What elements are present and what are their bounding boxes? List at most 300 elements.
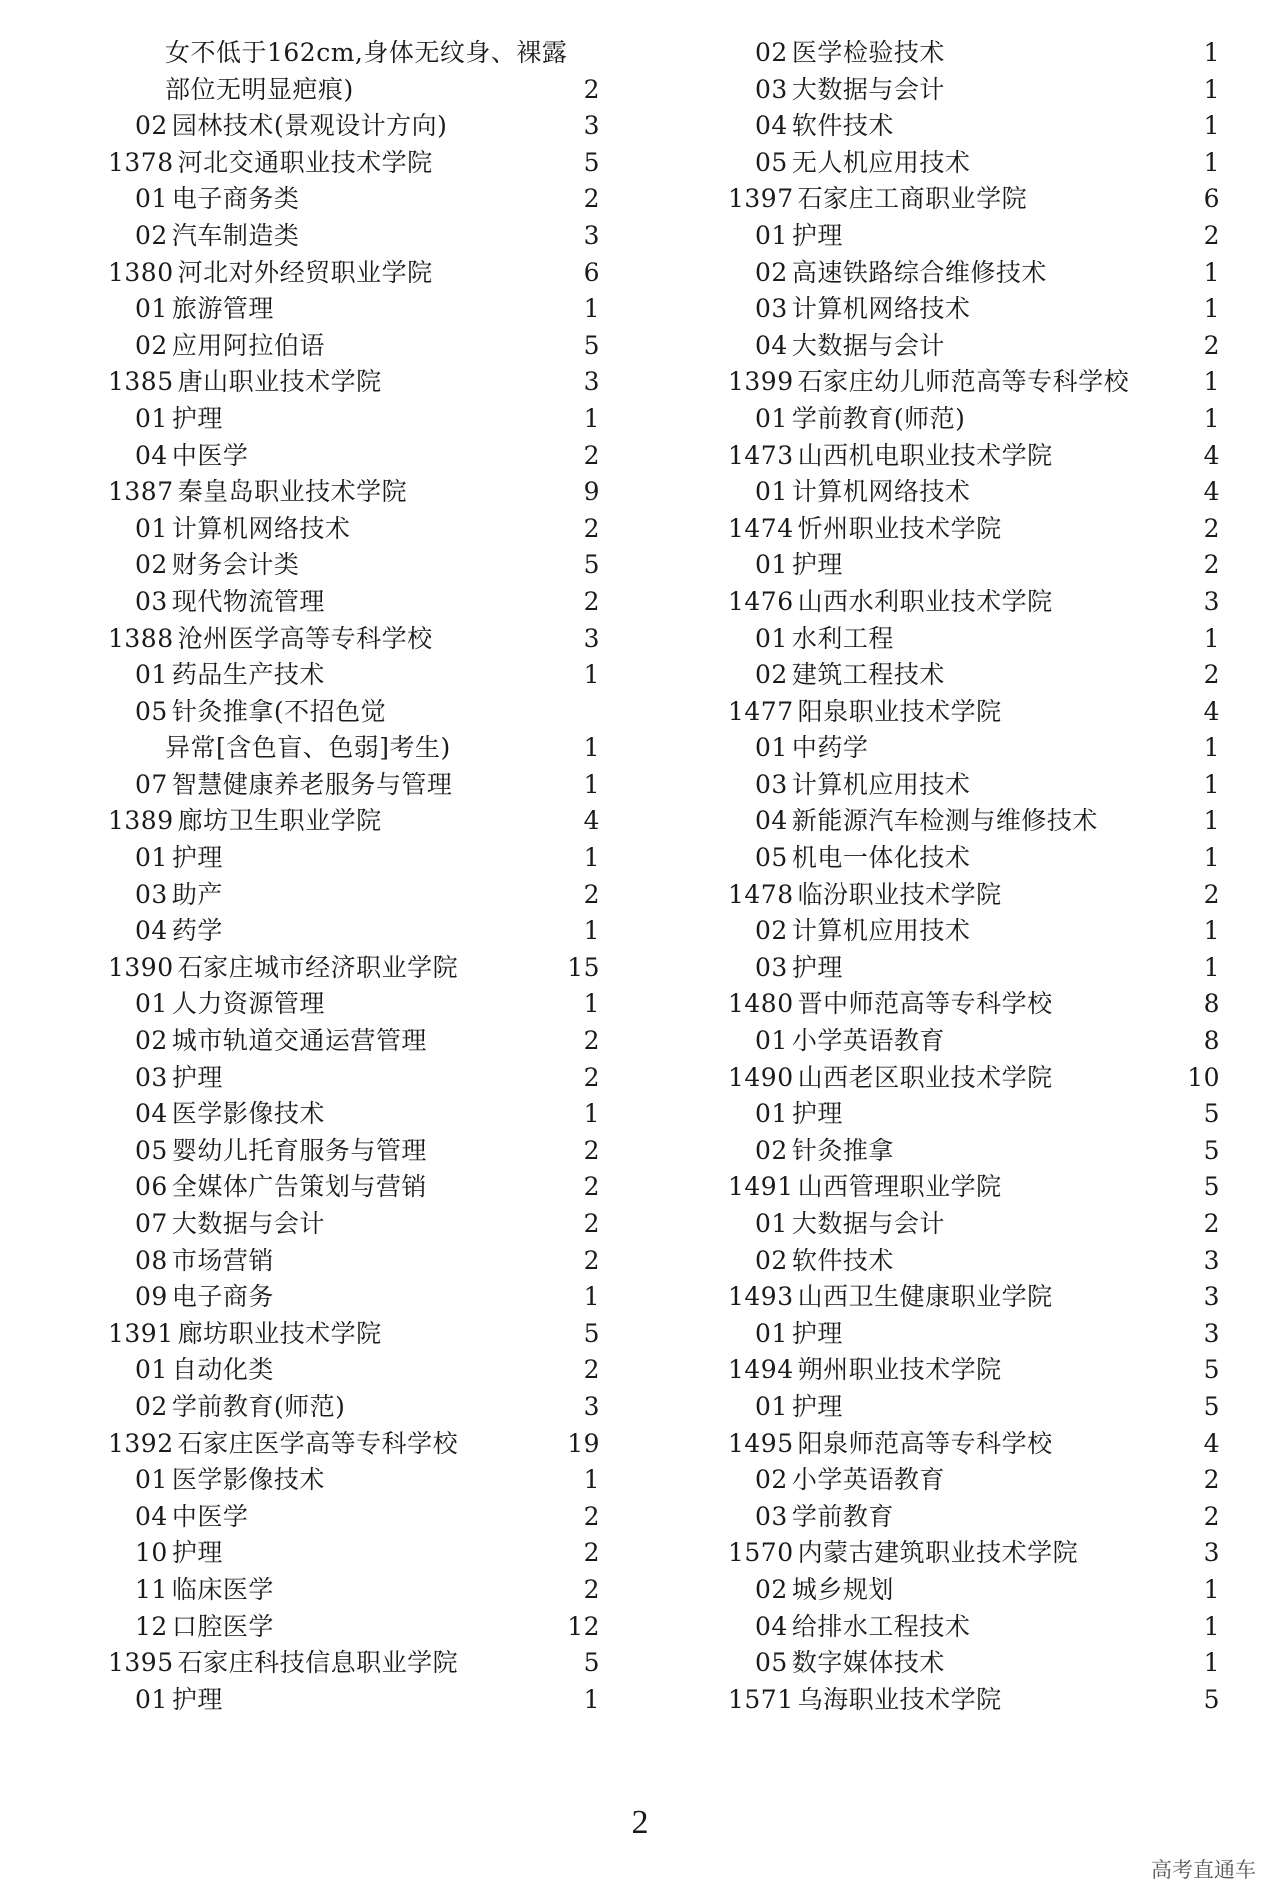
major-name: 智慧健康养老服务与管理: [171, 769, 453, 799]
college-row: [108, 950, 600, 987]
college-name: 朔州职业技术学院: [797, 1355, 1002, 1385]
major-name: 护理: [791, 550, 843, 580]
major-name: 电子商务类: [171, 184, 300, 214]
major-name: 助产: [171, 879, 223, 909]
plan-count: 3: [583, 111, 600, 141]
college-name: 河北对外经贸职业学院: [177, 257, 433, 287]
major-code: 02: [755, 1465, 788, 1495]
major-name: 女不低于162cm,身体无纹身、裸露: [165, 38, 568, 67]
major-name: 建筑工程技术: [791, 660, 945, 690]
college-row: [108, 474, 600, 511]
major-code: 01: [755, 1209, 788, 1238]
major-name: 计算机网络技术: [791, 477, 971, 507]
major-code: 01: [755, 733, 788, 763]
plan-count: 3: [1203, 1318, 1220, 1348]
college-code: 1380: [108, 257, 174, 287]
continuation-row: [108, 72, 600, 109]
major-row: [108, 218, 600, 255]
watermark: 高考直通车: [1151, 1858, 1256, 1882]
major-row: [728, 840, 1220, 877]
major-name: 护理: [791, 1391, 843, 1421]
major-row: [728, 474, 1220, 511]
major-row: [108, 694, 600, 731]
major-row: [728, 1316, 1220, 1353]
major-row: [728, 35, 1220, 72]
plan-count: 1: [1203, 916, 1220, 946]
major-code: 03: [755, 1501, 788, 1531]
major-name: 计算机应用技术: [791, 769, 971, 799]
plan-count: 2: [583, 74, 600, 104]
major-row: [728, 950, 1220, 987]
major-code: 01: [755, 1318, 788, 1348]
major-code: 01: [135, 1355, 168, 1385]
college-name: 内蒙古建筑职业技术学院: [797, 1538, 1079, 1568]
major-code: 02: [755, 38, 788, 67]
major-code: 02: [135, 330, 168, 360]
major-name: 学前教育(师范): [791, 403, 966, 433]
major-name: 学前教育(师范): [171, 1391, 346, 1421]
major-row: [728, 621, 1220, 658]
college-name: 河北交通职业技术学院: [177, 147, 433, 177]
college-row: [108, 803, 600, 840]
major-row: [728, 767, 1220, 804]
major-row: [728, 1645, 1220, 1682]
plan-count: 2: [583, 1245, 600, 1275]
college-row: [728, 986, 1220, 1023]
major-name: 园林技术(景观设计方向): [171, 111, 448, 141]
college-code: 1388: [108, 623, 174, 653]
college-name: 廊坊卫生职业学院: [177, 806, 382, 836]
plan-count: 8: [1203, 1026, 1220, 1056]
college-row: [728, 181, 1220, 218]
major-row: [728, 328, 1220, 365]
plan-count: 2: [583, 1538, 600, 1568]
plan-count: 8: [1203, 989, 1220, 1019]
college-row: [108, 1316, 600, 1353]
major-row: [108, 657, 600, 694]
plan-count: 2: [583, 440, 600, 470]
plan-count: 1: [583, 1282, 600, 1312]
major-row: [728, 255, 1220, 292]
major-name: 针灸推拿(不招色觉: [171, 696, 387, 726]
college-row: [728, 511, 1220, 548]
major-name: 护理: [171, 1538, 223, 1568]
major-row: [728, 730, 1220, 767]
major-row: [728, 1206, 1220, 1243]
college-name: 石家庄医学高等专科学校: [177, 1428, 459, 1458]
major-row: [728, 1462, 1220, 1499]
major-row: [728, 1499, 1220, 1536]
college-row: [728, 1279, 1220, 1316]
plan-count: 6: [583, 257, 600, 287]
college-code: 1491: [728, 1172, 794, 1202]
major-name: 数字媒体技术: [791, 1648, 945, 1678]
major-name: 中医学: [171, 1501, 249, 1531]
plan-count: 1: [1203, 1611, 1220, 1641]
college-row: [108, 1426, 600, 1463]
major-name: 机电一体化技术: [791, 843, 971, 873]
major-code: 02: [135, 550, 168, 580]
major-row: [728, 218, 1220, 255]
major-code: 01: [755, 550, 788, 580]
major-row: [728, 108, 1220, 145]
major-name: 大数据与会计: [791, 1209, 945, 1238]
major-code: 03: [755, 294, 788, 324]
major-row: [108, 1279, 600, 1316]
college-code: 1478: [728, 879, 794, 909]
major-row: [108, 877, 600, 914]
college-name: 石家庄城市经济职业学院: [177, 952, 459, 982]
college-row: [108, 145, 600, 182]
plan-count: 1: [1203, 257, 1220, 287]
major-row: [108, 1023, 600, 1060]
plan-count: 5: [583, 147, 600, 177]
major-code: 04: [755, 330, 788, 360]
college-name: 山西卫生健康职业学院: [797, 1282, 1053, 1312]
plan-count: 1: [583, 1099, 600, 1129]
plan-count: 1: [583, 294, 600, 324]
college-row: [728, 438, 1220, 475]
major-row: [108, 767, 600, 804]
major-code: 06: [135, 1172, 168, 1202]
major-code: 05: [755, 1648, 788, 1678]
plan-count: 2: [1203, 550, 1220, 580]
college-name: 临汾职业技术学院: [797, 879, 1002, 909]
major-code: 04: [135, 1501, 168, 1531]
college-row: [728, 877, 1220, 914]
college-row: [728, 1169, 1220, 1206]
plan-count: 4: [1203, 1428, 1220, 1458]
plan-count: 2: [1203, 1465, 1220, 1495]
major-name: 大数据与会计: [791, 330, 945, 360]
college-code: 1395: [108, 1648, 174, 1678]
major-code: 01: [755, 1026, 788, 1056]
major-code: 05: [755, 147, 788, 177]
plan-count: 1: [583, 843, 600, 873]
college-row: [108, 255, 600, 292]
major-name: 护理: [791, 1318, 843, 1348]
major-row: [108, 840, 600, 877]
page-number: 2: [631, 1804, 649, 1841]
major-name: 口腔医学: [171, 1611, 274, 1641]
plan-count: 3: [1203, 1538, 1220, 1568]
major-row: [728, 1096, 1220, 1133]
major-code: 02: [135, 220, 168, 250]
plan-count: 2: [583, 586, 600, 616]
college-name: 秦皇岛职业技术学院: [177, 477, 408, 507]
major-code: 05: [755, 843, 788, 873]
major-name: 婴幼儿托育服务与管理: [171, 1135, 427, 1165]
major-name: 护理: [791, 1099, 843, 1129]
plan-count: 2: [1203, 220, 1220, 250]
major-code: 03: [755, 952, 788, 982]
plan-count: 1: [583, 916, 600, 946]
plan-count: 5: [1203, 1172, 1220, 1202]
plan-count: 2: [583, 513, 600, 543]
plan-count: 1: [583, 660, 600, 690]
plan-count: 2: [583, 1574, 600, 1604]
major-code: 04: [755, 806, 788, 836]
college-code: 1390: [108, 952, 174, 982]
plan-count: 4: [1203, 696, 1220, 726]
major-row: [728, 72, 1220, 109]
major-name: 电子商务: [171, 1282, 274, 1312]
major-code: 02: [755, 1574, 788, 1604]
major-name: 小学英语教育: [791, 1026, 945, 1056]
college-code: 1392: [108, 1428, 174, 1458]
major-name: 计算机网络技术: [791, 294, 971, 324]
plan-count: 5: [1203, 1355, 1220, 1385]
plan-count: 2: [1203, 330, 1220, 360]
major-code: 03: [135, 1062, 168, 1092]
college-code: 1397: [728, 184, 794, 214]
major-code: 01: [755, 477, 788, 507]
major-code: 01: [135, 1684, 168, 1714]
major-row: [108, 181, 600, 218]
major-row: [728, 1133, 1220, 1170]
college-name: 晋中师范高等专科学校: [797, 989, 1053, 1019]
major-code: 01: [755, 1391, 788, 1421]
college-name: 山西机电职业技术学院: [797, 440, 1053, 470]
plan-count: 1: [583, 733, 600, 763]
major-name: 大数据与会计: [171, 1209, 325, 1238]
plan-count: 1: [583, 403, 600, 433]
major-code: 03: [755, 769, 788, 799]
major-code: 02: [755, 257, 788, 287]
plan-count: 5: [1203, 1391, 1220, 1421]
major-name: 护理: [171, 843, 223, 873]
major-code: 11: [135, 1574, 168, 1604]
major-code: 04: [755, 111, 788, 141]
major-name: 计算机网络技术: [171, 513, 351, 543]
plan-count: 5: [583, 1318, 600, 1348]
major-row: [728, 401, 1220, 438]
major-code: 08: [135, 1245, 168, 1275]
college-row: [728, 364, 1220, 401]
major-name: 人力资源管理: [171, 989, 325, 1019]
major-code: 01: [755, 220, 788, 250]
major-name: 医学影像技术: [171, 1465, 325, 1495]
college-row: [728, 1426, 1220, 1463]
college-code: 1399: [728, 367, 794, 397]
major-name: 临床医学: [171, 1574, 274, 1604]
plan-count: 1: [1203, 952, 1220, 982]
college-code: 1476: [728, 586, 794, 616]
major-name: 城市轨道交通运营管理: [171, 1026, 427, 1056]
plan-count: 1: [1203, 1574, 1220, 1604]
plan-count: 4: [1203, 440, 1220, 470]
major-row: [728, 913, 1220, 950]
major-code: 02: [755, 916, 788, 946]
plan-count: 5: [1203, 1135, 1220, 1165]
major-code: 07: [135, 769, 168, 799]
college-row: [108, 621, 600, 658]
major-name: 旅游管理: [171, 294, 274, 324]
college-name: 石家庄幼儿师范高等专科学校: [797, 367, 1130, 397]
major-name: 护理: [171, 1684, 223, 1714]
major-code: 05: [135, 1135, 168, 1165]
plan-count: 1: [1203, 843, 1220, 873]
major-code: 01: [135, 843, 168, 873]
plan-count: 5: [583, 1648, 600, 1678]
major-name: 异常[含色盲、色弱]考生): [165, 733, 451, 763]
major-name: 护理: [791, 220, 843, 250]
major-name: 中药学: [791, 733, 869, 763]
major-name: 新能源汽车检测与维修技术: [791, 806, 1098, 836]
college-code: 1391: [108, 1318, 174, 1348]
plan-count: 3: [583, 1391, 600, 1421]
college-name: 石家庄工商职业学院: [797, 184, 1028, 214]
plan-count: 6: [1203, 184, 1220, 214]
plan-count: 1: [583, 1465, 600, 1495]
plan-count: 2: [583, 1172, 600, 1202]
college-name: 忻州职业技术学院: [797, 513, 1002, 543]
major-name: 药学: [171, 916, 223, 946]
plan-count: 2: [1203, 1209, 1220, 1238]
major-name: 自动化类: [171, 1355, 274, 1385]
major-code: 01: [755, 1099, 788, 1129]
college-name: 山西水利职业技术学院: [797, 586, 1053, 616]
major-row: [108, 1462, 600, 1499]
major-row: [108, 328, 600, 365]
plan-count: 19: [567, 1428, 600, 1458]
major-row: [728, 657, 1220, 694]
major-row: [108, 1352, 600, 1389]
major-row: [108, 1169, 600, 1206]
continuation-row: [108, 35, 600, 72]
major-name: 现代物流管理: [171, 586, 325, 616]
major-name: 药品生产技术: [171, 660, 325, 690]
major-code: 05: [135, 696, 168, 726]
plan-count: 9: [583, 477, 600, 507]
major-name: 中医学: [171, 440, 249, 470]
major-row: [108, 547, 600, 584]
major-row: [108, 1133, 600, 1170]
plan-count: 1: [1203, 623, 1220, 653]
plan-count: 2: [1203, 660, 1220, 690]
major-name: 无人机应用技术: [791, 147, 971, 177]
plan-count: 15: [567, 952, 600, 982]
major-name: 给排水工程技术: [791, 1611, 971, 1641]
major-name: 水利工程: [791, 623, 894, 653]
college-row: [728, 1682, 1220, 1719]
plan-count: 1: [583, 769, 600, 799]
college-code: 1494: [728, 1355, 794, 1385]
college-code: 1477: [728, 696, 794, 726]
major-name: 医学检验技术: [791, 38, 945, 67]
plan-count: 1: [1203, 111, 1220, 141]
plan-count: 2: [583, 1355, 600, 1385]
college-name: 山西管理职业学院: [797, 1172, 1002, 1202]
major-code: 03: [755, 74, 788, 104]
plan-count: 1: [1203, 147, 1220, 177]
college-code: 1571: [728, 1684, 794, 1714]
college-code: 1480: [728, 989, 794, 1019]
major-name: 大数据与会计: [791, 74, 945, 104]
plan-count: 2: [583, 1501, 600, 1531]
plan-count: 5: [1203, 1684, 1220, 1714]
major-name: 软件技术: [791, 111, 894, 141]
plan-count: 1: [1203, 1648, 1220, 1678]
major-row: [108, 1206, 600, 1243]
plan-count: 2: [583, 879, 600, 909]
plan-count: 1: [583, 1684, 600, 1714]
college-code: 1493: [728, 1282, 794, 1312]
major-row: [728, 803, 1220, 840]
plan-count: 2: [1203, 879, 1220, 909]
major-code: 01: [135, 989, 168, 1019]
plan-count: 1: [1203, 294, 1220, 324]
major-code: 03: [135, 586, 168, 616]
major-code: 01: [755, 403, 788, 433]
plan-count: 4: [1203, 477, 1220, 507]
college-name: 阳泉师范高等专科学校: [797, 1428, 1053, 1458]
college-name: 石家庄科技信息职业学院: [177, 1648, 459, 1678]
college-code: 1570: [728, 1538, 794, 1568]
plan-count: 4: [583, 806, 600, 836]
major-code: 01: [755, 623, 788, 653]
major-row: [728, 1572, 1220, 1609]
plan-count: 2: [1203, 513, 1220, 543]
major-code: 07: [135, 1209, 168, 1238]
major-name: 针灸推拿: [791, 1135, 894, 1165]
college-code: 1378: [108, 147, 174, 177]
plan-count: 1: [1203, 769, 1220, 799]
major-code: 02: [135, 111, 168, 141]
major-code: 04: [135, 916, 168, 946]
major-row: [108, 1609, 600, 1646]
college-name: 山西老区职业技术学院: [797, 1062, 1053, 1092]
plan-count: 10: [1187, 1062, 1220, 1092]
major-row: [728, 1389, 1220, 1426]
plan-count: 3: [583, 220, 600, 250]
plan-count: 3: [1203, 1282, 1220, 1312]
major-code: 02: [755, 660, 788, 690]
plan-count: 5: [583, 330, 600, 360]
plan-count: 2: [583, 1026, 600, 1056]
plan-count: 1: [1203, 733, 1220, 763]
major-code: 02: [755, 1245, 788, 1275]
plan-count: 3: [1203, 586, 1220, 616]
plan-count: 1: [583, 989, 600, 1019]
college-name: 沧州医学高等专科学校: [177, 623, 433, 653]
major-code: 01: [135, 294, 168, 324]
major-code: 01: [135, 513, 168, 543]
college-code: 1387: [108, 477, 174, 507]
plan-count: 1: [1203, 367, 1220, 397]
college-name: 阳泉职业技术学院: [797, 696, 1002, 726]
major-name: 医学影像技术: [171, 1099, 325, 1129]
plan-count: 2: [583, 1135, 600, 1165]
right-column: [728, 35, 1220, 1718]
major-name: 财务会计类: [171, 550, 300, 580]
major-name: 计算机应用技术: [791, 916, 971, 946]
major-name: 应用阿拉伯语: [171, 330, 325, 360]
major-code: 02: [135, 1026, 168, 1056]
plan-count: 2: [583, 184, 600, 214]
college-code: 1389: [108, 806, 174, 836]
college-row: [108, 1645, 600, 1682]
plan-count: 1: [1203, 806, 1220, 836]
plan-count: 2: [583, 1209, 600, 1238]
plan-count: 1: [1203, 38, 1220, 67]
major-code: 12: [135, 1611, 168, 1641]
major-row: [108, 1535, 600, 1572]
plan-count: 3: [1203, 1245, 1220, 1275]
plan-count: 1: [1203, 403, 1220, 433]
college-row: [728, 1352, 1220, 1389]
college-name: 廊坊职业技术学院: [177, 1318, 382, 1348]
